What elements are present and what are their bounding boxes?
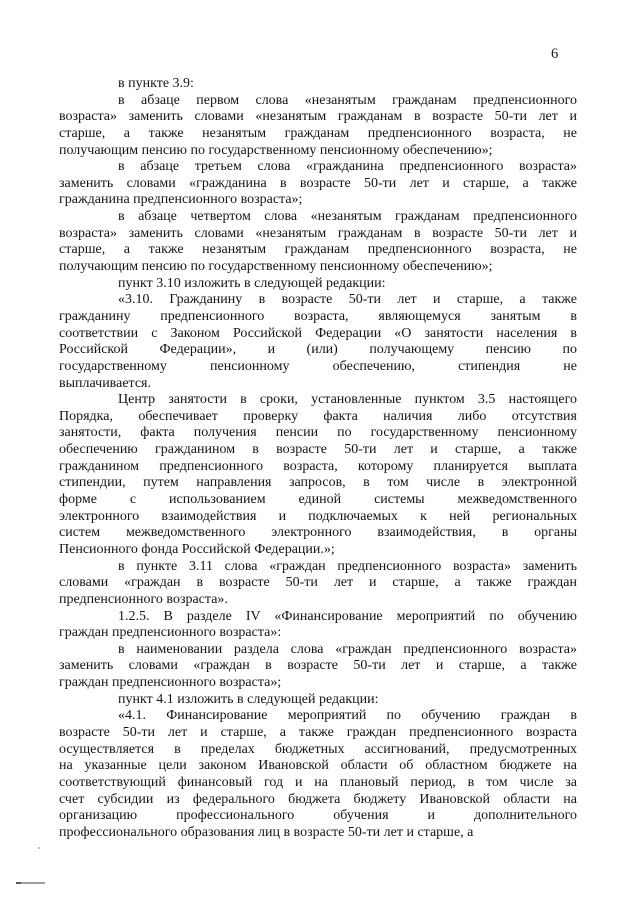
text-line: «3.10. Гражданину в возрасте 50-ти лет и старше, а также <box>118 292 577 308</box>
text-line: получающим пенсию по государственному пенсионному обеспечению»; <box>59 259 493 275</box>
text-line: в пункте 3.9: <box>118 76 194 91</box>
text-line: в пункте 3.11 слова «граждан предпенсионного возраста» заменить <box>118 558 577 574</box>
text-line: заменить словами «граждан в возрасте 50-ти лет и старше, а также <box>59 658 577 674</box>
text-line: возрасте 50-ти лет и старше, а также граждан предпенсионного возраста <box>59 724 577 740</box>
text-line: счет субсидии из федерального бюджета бюджету Ивановской области на <box>59 791 577 807</box>
text-line: возраста» заменить словами «незанятым гражданам в возрасте 50-ти лет и <box>59 109 577 125</box>
text-line: старше, а также незанятым гражданам предпенсионного возраста, не <box>59 242 577 258</box>
text-line: 1.2.5. В разделе IV «Финансирование мероприятий по обучению <box>118 608 577 624</box>
text-line: на указанные цели законом Ивановской области об областном бюджете на <box>59 758 577 774</box>
text-line: стипендии, путем направления запросов, в том числе в электронной <box>59 475 577 491</box>
text-line: электронного взаимодействия и подключаемых к ней региональных <box>59 508 577 524</box>
text-line: Порядка, обеспечивает проверку факта наличия либо отсутствия <box>59 408 577 424</box>
text-line: в абзаце четвертом слова «незанятым гражданам предпенсионного <box>118 209 577 225</box>
scan-artifact-dot <box>38 847 40 849</box>
text-line: граждан предпенсионного возраста»: <box>59 625 282 641</box>
text-line: профессионального образования лиц в возрасте 50-ти лет и старше, а <box>59 824 474 840</box>
text-line: осуществляется в пределах бюджетных ассигнований, предусмотренных <box>59 741 577 757</box>
text-line: соответствующий финансовый год и на плановый период, в том числе за <box>59 774 577 790</box>
text-line: заменить словами «гражданина в возрасте 50-ти лет и старше, а также <box>59 175 577 191</box>
text-line: граждан предпенсионного возраста»; <box>59 675 282 691</box>
text-line: Российской Федерации», и (или) получающему пенсию по <box>59 342 577 358</box>
text-line: «4.1. Финансирование мероприятий по обучению граждан в <box>118 708 577 724</box>
page-number: 6 <box>551 46 559 62</box>
document-body-text <box>59 76 577 841</box>
text-line: форме с использованием единой системы межведомственного <box>59 492 577 508</box>
scan-artifact-line <box>16 882 45 884</box>
text-line: соответствии с Законом Российской Федерации «О занятости населения в <box>59 325 577 341</box>
text-line: гражданином предпенсионного возраста, которому планируется выплата <box>59 458 577 474</box>
text-line: организацию профессионального обучения и дополнительного <box>59 808 577 824</box>
text-line: Центр занятости в сроки, установленные пунктом 3.5 настоящего <box>118 392 577 408</box>
text-line: пункт 4.1 изложить в следующей редакции: <box>118 691 379 707</box>
text-line: получающим пенсию по государственному пенсионному обеспечению»; <box>59 142 493 158</box>
text-line: в абзаце первом слова «незанятым гражданам предпенсионного <box>118 92 577 108</box>
text-line: гражданину предпенсионного возраста, являющемуся занятым в <box>59 308 577 324</box>
text-line: возраста» заменить словами «незанятым гражданам в возрасте 50-ти лет и <box>59 225 577 241</box>
text-line: гражданина предпенсионного возраста»; <box>59 192 303 208</box>
text-line: систем межведомственного электронного взаимодействия, в органы <box>59 525 577 541</box>
text-line: государственному пенсионному обеспечению, стипендия не <box>59 358 577 374</box>
text-line: занятости, факта получения пенсии по государственному пенсионному <box>59 425 577 441</box>
text-line: в наименовании раздела слова «граждан предпенсионного возраста» <box>118 641 577 657</box>
text-line: выплачивается. <box>59 375 151 391</box>
text-line: пункт 3.10 изложить в следующей редакции: <box>118 275 386 291</box>
text-line: обеспечению гражданином в возрасте 50-ти лет и старше, а также <box>59 442 577 458</box>
text-line: предпенсионного возраста». <box>59 591 228 607</box>
text-line: Пенсионного фонда Российской Федерации.»; <box>59 541 335 557</box>
text-line: в абзаце третьем слова «гражданина предпенсионного возраста» <box>118 159 577 175</box>
text-line: старше, а также незанятым гражданам предпенсионного возраста, не <box>59 125 577 141</box>
text-line: словами «граждан в возрасте 50-ти лет и старше, а также граждан <box>59 575 577 591</box>
